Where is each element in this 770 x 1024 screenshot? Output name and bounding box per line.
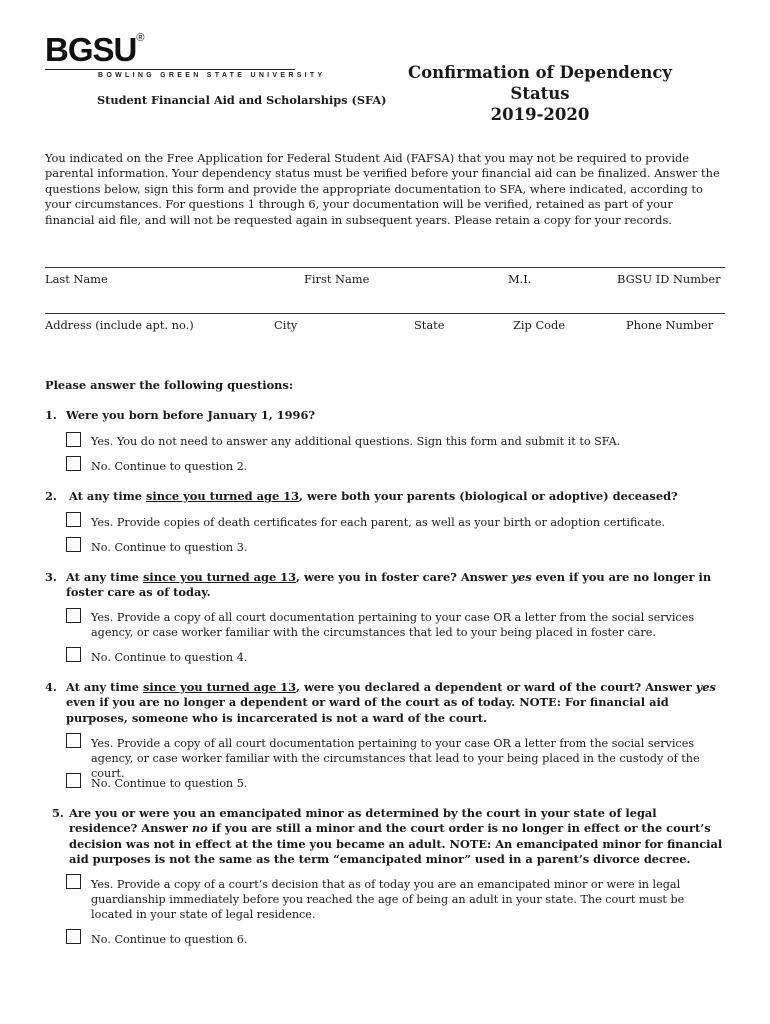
question-1-text: Were you born before January 1, 1996? <box>66 408 316 422</box>
q5-yes-label: Yes. Provide a copy of a court’s decision that as of today you are an emancipated minor or were in legal guardianship immediately before you reached the age of being an adult in your state. The court must be located in your state of legal residence. <box>91 878 685 922</box>
q1-yes-checkbox[interactable] <box>66 432 81 447</box>
question-3-text <box>66 570 725 601</box>
intro-paragraph: You indicated on the Free Application for Federal Student Aid (FAFSA) that you may not be required to provide parental information. Your dependency status must be verified before your financial aid can be finalized. Answer the questions below, sign this form and provide the appropriate documentation to SFA, where indicated, according to your circumstances. For questions 1 through 6, your documentation will be verified, retained as part of your financial aid file, and will not be requested again in subsequent years. Please retain a copy for your records. <box>45 151 720 227</box>
q3-text-post: even if you are no longer in foster care as of today. <box>66 570 712 600</box>
q5-text-pre: Are you or were you an emancipated minor as determined by the court in your state of legal residence? Answer <box>69 806 657 836</box>
address-label: Address (include apt. no.) <box>45 318 194 332</box>
name-entry-line[interactable] <box>45 267 725 268</box>
q5-text-post: if you are still a minor and the court order is no longer in effect or the court’s decision was not in effect at the time you became an adult. NOTE: An emancipated minor for financial aid purposes is not the same as the term “emancipated minor” used in a parent’s divorce decree. <box>69 821 723 867</box>
question-5-number: 5. <box>52 806 64 820</box>
q3-text-pre: At any time <box>66 570 143 584</box>
q1-no-label: No. Continue to question 2. <box>91 460 248 473</box>
bgsu-logo <box>45 33 143 66</box>
q1-yes-label: Yes. You do not need to answer any additional questions. Sign this form and submit it to SFA. <box>91 435 621 448</box>
q2-no-label: No. Continue to question 3. <box>91 541 248 554</box>
logo-text: BGSU <box>45 31 137 68</box>
phone-number-label: Phone Number <box>626 318 714 332</box>
department-name: Student Financial Aid and Scholarships (SFA) <box>97 93 387 107</box>
q2-text-pre: At any time <box>69 489 146 503</box>
first-name-label: First Name <box>304 272 370 286</box>
q4-yes-label: Yes. Provide a copy of all court documentation pertaining to your case OR a letter from the social services agency, or case worker familiar with the circumstances that lead to your being placed in the custody of the court. <box>91 737 700 781</box>
questions-heading: Please answer the following questions: <box>45 378 294 392</box>
q2-no-checkbox[interactable] <box>66 537 81 552</box>
question-1-number: 1. <box>45 408 57 422</box>
zip-code-label: Zip Code <box>513 318 566 332</box>
q2-text-underlined: since you turned age 13 <box>145 489 300 503</box>
document-title <box>390 62 690 125</box>
question-4-text <box>66 680 725 726</box>
q3-text-mid: , were you in foster care? Answer <box>296 570 512 584</box>
registered-mark: ® <box>136 32 144 44</box>
last-name-label: Last Name <box>45 272 108 286</box>
q4-no-checkbox[interactable] <box>66 773 81 788</box>
question-5-text <box>69 806 725 868</box>
bgsu-id-label: BGSU ID Number <box>617 272 721 286</box>
q4-text-underlined: since you turned age 13 <box>142 680 297 694</box>
city-label: City <box>274 318 298 332</box>
title-text: Confirmation of Dependency Status <box>408 63 672 103</box>
q4-text-mid: , were you declared a dependent or ward of the court? Answer <box>296 680 696 694</box>
address-entry-line[interactable] <box>45 313 725 314</box>
university-name: BOWLING GREEN STATE UNIVERSITY <box>98 72 326 79</box>
q4-text-pre: At any time <box>66 680 143 694</box>
q5-no-checkbox[interactable] <box>66 929 81 944</box>
title-year: 2019-2020 <box>490 105 590 124</box>
q4-no-label: No. Continue to question 5. <box>91 777 248 790</box>
q3-yes-checkbox[interactable] <box>66 608 81 623</box>
q3-no-label: No. Continue to question 4. <box>91 651 248 664</box>
state-label: State <box>414 318 445 332</box>
question-2-text <box>69 489 725 504</box>
q2-yes-checkbox[interactable] <box>66 512 81 527</box>
question-2-number: 2. <box>45 489 57 503</box>
q4-text-italic: yes <box>695 680 716 694</box>
q3-text-underlined: since you turned age 13 <box>142 570 297 584</box>
question-3-number: 3. <box>45 570 57 584</box>
q2-text-post: , were both your parents (biological or adoptive) deceased? <box>299 489 678 503</box>
logo-divider <box>45 69 295 70</box>
q5-yes-checkbox[interactable] <box>66 874 81 889</box>
q3-yes-label: Yes. Provide a copy of all court documentation pertaining to your case OR a letter from the social services agency, or case worker familiar with the circumstances that led to your being placed in foster care. <box>91 611 695 640</box>
q4-yes-checkbox[interactable] <box>66 733 81 748</box>
q5-no-label: No. Continue to question 6. <box>91 933 248 946</box>
q2-yes-label: Yes. Provide copies of death certificates for each parent, as well as your birth or adoption certificate. <box>91 516 666 529</box>
question-4-number: 4. <box>45 680 57 694</box>
q3-no-checkbox[interactable] <box>66 647 81 662</box>
q4-text-post: even if you are no longer a dependent or ward of the court as of today. NOTE: For financial aid purposes, someone who is incarcerated is not a ward of the court. <box>66 695 669 725</box>
q5-text-italic: no <box>191 821 208 836</box>
q1-no-checkbox[interactable] <box>66 456 81 471</box>
q3-text-italic: yes <box>511 570 532 584</box>
middle-initial-label: M.I. <box>508 272 532 286</box>
